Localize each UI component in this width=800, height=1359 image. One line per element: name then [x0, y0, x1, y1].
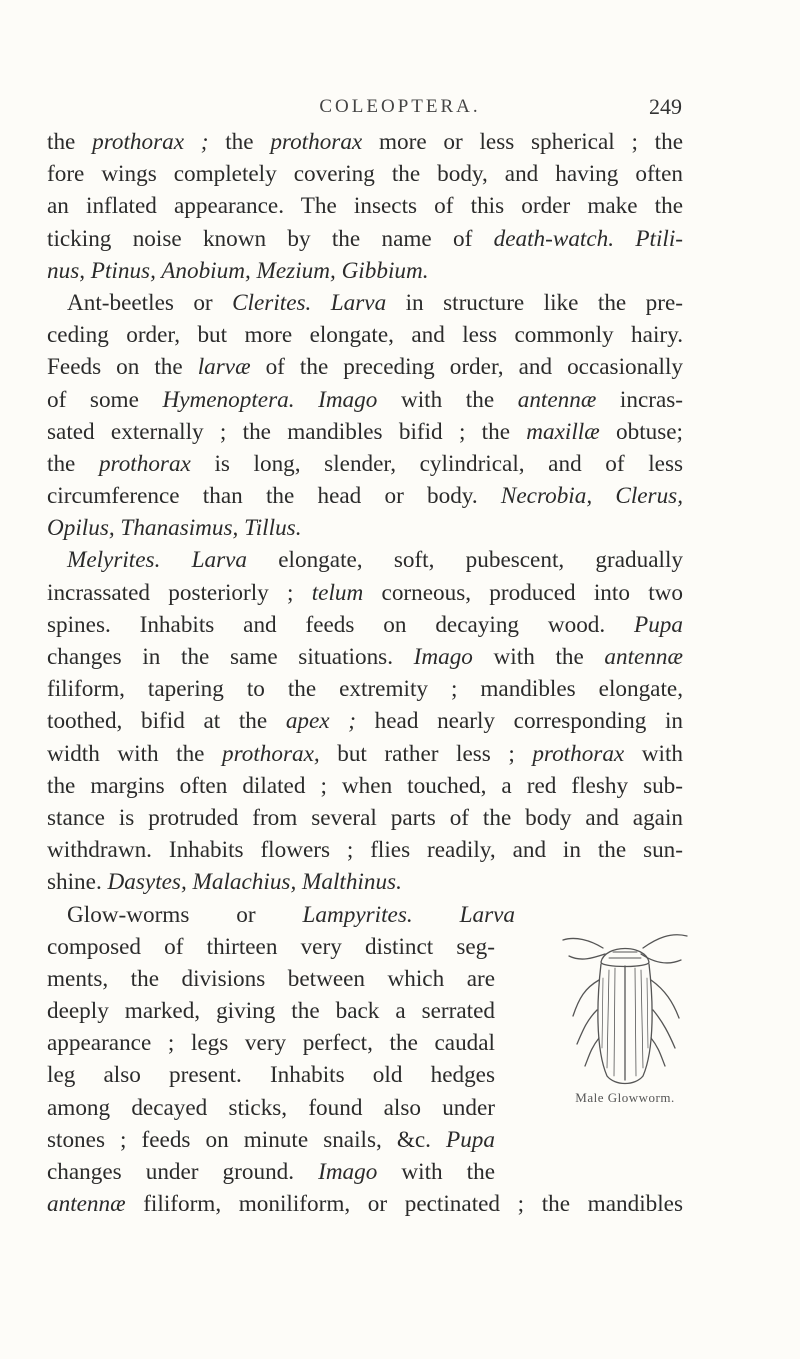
text-run: withdrawn. Inhabits flowers ; flies readily, and in the sun-: [47, 837, 683, 864]
text-line: [47, 802, 683, 834]
italic-term: nus, Ptinus, Anobium, Mezium, Gibbium.: [47, 257, 429, 284]
text-run: the margins often dilated ; when touched, a red fleshy sub-: [47, 772, 683, 799]
running-title: COLEOPTERA.: [319, 96, 481, 117]
text-run: sated externally ; the mandibles bifid ; the: [47, 418, 527, 445]
text-run: filiform, moniliform, or pectinated ; the mandibles: [125, 1191, 683, 1218]
page-number: 249: [649, 94, 682, 119]
italic-term: Dasytes, Malachius, Malthinus.: [107, 869, 402, 896]
text-run: toothed, bifid at the: [47, 708, 286, 735]
text-run: elongate, soft, pubescent, gradually: [247, 547, 683, 574]
text-run: among decayed sticks, found also under: [47, 1094, 495, 1121]
text-run: with the: [472, 644, 605, 670]
text-run: in structure like the pre-: [386, 289, 683, 316]
text-run: more or less spherical ; the: [362, 129, 683, 155]
text-line: [47, 899, 515, 931]
text-run: changes in the same situations.: [47, 644, 414, 670]
text-run: stance is protruded from several parts of the body and again: [47, 804, 683, 831]
text-run: stones ; feeds on minute snails, &c.: [47, 1126, 447, 1153]
italic-term: antennæ: [604, 644, 683, 670]
italic-term: Pupa: [446, 1126, 495, 1153]
text-run: appearance ; legs very perfect, the caudal: [47, 1030, 495, 1057]
text-line: [47, 1059, 495, 1091]
running-head: [0, 96, 800, 124]
text-run: Feeds on the: [47, 354, 198, 381]
italic-term: telum: [311, 579, 364, 606]
text-run: circumference than the head or body.: [47, 483, 501, 510]
text-run: composed of thirteen very distinct seg-: [47, 933, 495, 960]
text-line: [47, 931, 495, 963]
italic-term: maxillæ: [526, 418, 600, 445]
text-run: with the: [377, 386, 518, 413]
text-run: the: [47, 450, 99, 477]
text-line: [47, 448, 683, 480]
italic-term: Pupa: [634, 611, 683, 638]
text-run: head nearly corresponding in: [355, 708, 683, 735]
text-run: corneous, produced into two: [363, 579, 683, 606]
text-line: [47, 158, 683, 190]
italic-term: antennæ: [517, 386, 597, 413]
text-run: the: [208, 129, 271, 155]
text-line: [47, 544, 683, 576]
male-glowworm-illustration-icon: [545, 918, 705, 1088]
text-line: [47, 577, 683, 609]
text-line: [47, 1188, 683, 1220]
text-line: [47, 1124, 495, 1156]
text-run: shine.: [47, 869, 108, 896]
italic-term: antennæ: [47, 1191, 126, 1218]
text-line: [47, 512, 683, 544]
italic-term: Clerites. Larva: [232, 289, 387, 316]
text-run: Ant-beetles or: [67, 289, 233, 316]
text-run: obtuse;: [599, 418, 684, 445]
text-line: [47, 319, 683, 351]
italic-term: Melyrites. Larva: [67, 547, 248, 574]
italic-term: Opilus, Thanasimus, Tillus.: [47, 515, 302, 542]
italic-term: apex ;: [285, 708, 356, 735]
text-run: spines. Inhabits and feeds on decaying wood.: [47, 611, 635, 638]
text-run: changes under ground.: [47, 1159, 319, 1185]
text-run: of the preceding order, and occasionally: [250, 354, 683, 381]
text-run: of some: [47, 386, 163, 413]
text-line: [47, 126, 683, 158]
glowworm-figure: [545, 918, 705, 1128]
text-run: ceding order, but more elongate, and less commonly hairy.: [47, 322, 683, 349]
text-run: with the: [377, 1159, 495, 1185]
text-line: [47, 255, 683, 287]
text-line: [47, 1092, 495, 1124]
text-run: the: [47, 129, 93, 155]
text-run: ticking noise known by the name of: [47, 225, 494, 252]
italic-term: prothorax: [532, 740, 625, 767]
text-line: [47, 416, 683, 448]
text-run: deeply marked, giving the back a serrated: [47, 998, 495, 1025]
text-line: [47, 384, 683, 416]
text-run: incras-: [596, 386, 683, 413]
text-line: [47, 995, 495, 1027]
text-run: fore wings completely covering the body, and having often: [47, 161, 683, 188]
text-line: [47, 1027, 495, 1059]
italic-term: prothorax ;: [92, 129, 209, 155]
text-run: with: [624, 740, 683, 767]
text-run: Glow-worms or: [67, 901, 303, 928]
italic-term: death-watch. Ptili-: [493, 225, 684, 252]
text-run: width with the: [47, 740, 222, 767]
text-line: [47, 480, 683, 512]
italic-term: larvæ: [197, 354, 251, 381]
text-line: [47, 287, 683, 319]
text-line: [47, 351, 683, 383]
italic-term: Hymenoptera. Imago: [162, 386, 378, 413]
text-line: [47, 963, 495, 995]
italic-term: Imago: [318, 1159, 378, 1185]
italic-term: prothorax: [270, 129, 363, 155]
text-line: [47, 223, 683, 255]
text-run: incrassated posteriorly ;: [47, 579, 312, 606]
text-run: an inflated appearance. The insects of this order make the: [47, 193, 683, 220]
figure-caption: Male Glowworm.: [575, 1090, 675, 1105]
text-line: [47, 1156, 495, 1188]
text-line: [47, 834, 683, 866]
italic-term: prothorax: [98, 450, 191, 477]
italic-term: Imago: [413, 644, 473, 670]
text-run: ments, the divisions between which are: [47, 965, 495, 992]
text-line: [47, 641, 683, 673]
italic-term: prothorax,: [222, 740, 320, 767]
text-line: [47, 866, 683, 898]
text-line: [47, 705, 683, 737]
text-run: filiform, tapering to the extremity ; mandibles elongate,: [47, 676, 683, 703]
text-line: [47, 738, 683, 770]
text-line: [47, 609, 683, 641]
text-line: [47, 190, 683, 222]
italic-term: Necrobia, Clerus,: [500, 483, 683, 510]
text-run: is long, slender, cylindrical, and of less: [190, 450, 683, 477]
text-run: but rather less ;: [319, 740, 533, 767]
text-run: leg also present. Inhabits old hedges: [47, 1062, 495, 1089]
text-line: [47, 770, 683, 802]
text-line: [47, 673, 683, 705]
italic-term: Lampyrites. Larva: [302, 901, 515, 928]
